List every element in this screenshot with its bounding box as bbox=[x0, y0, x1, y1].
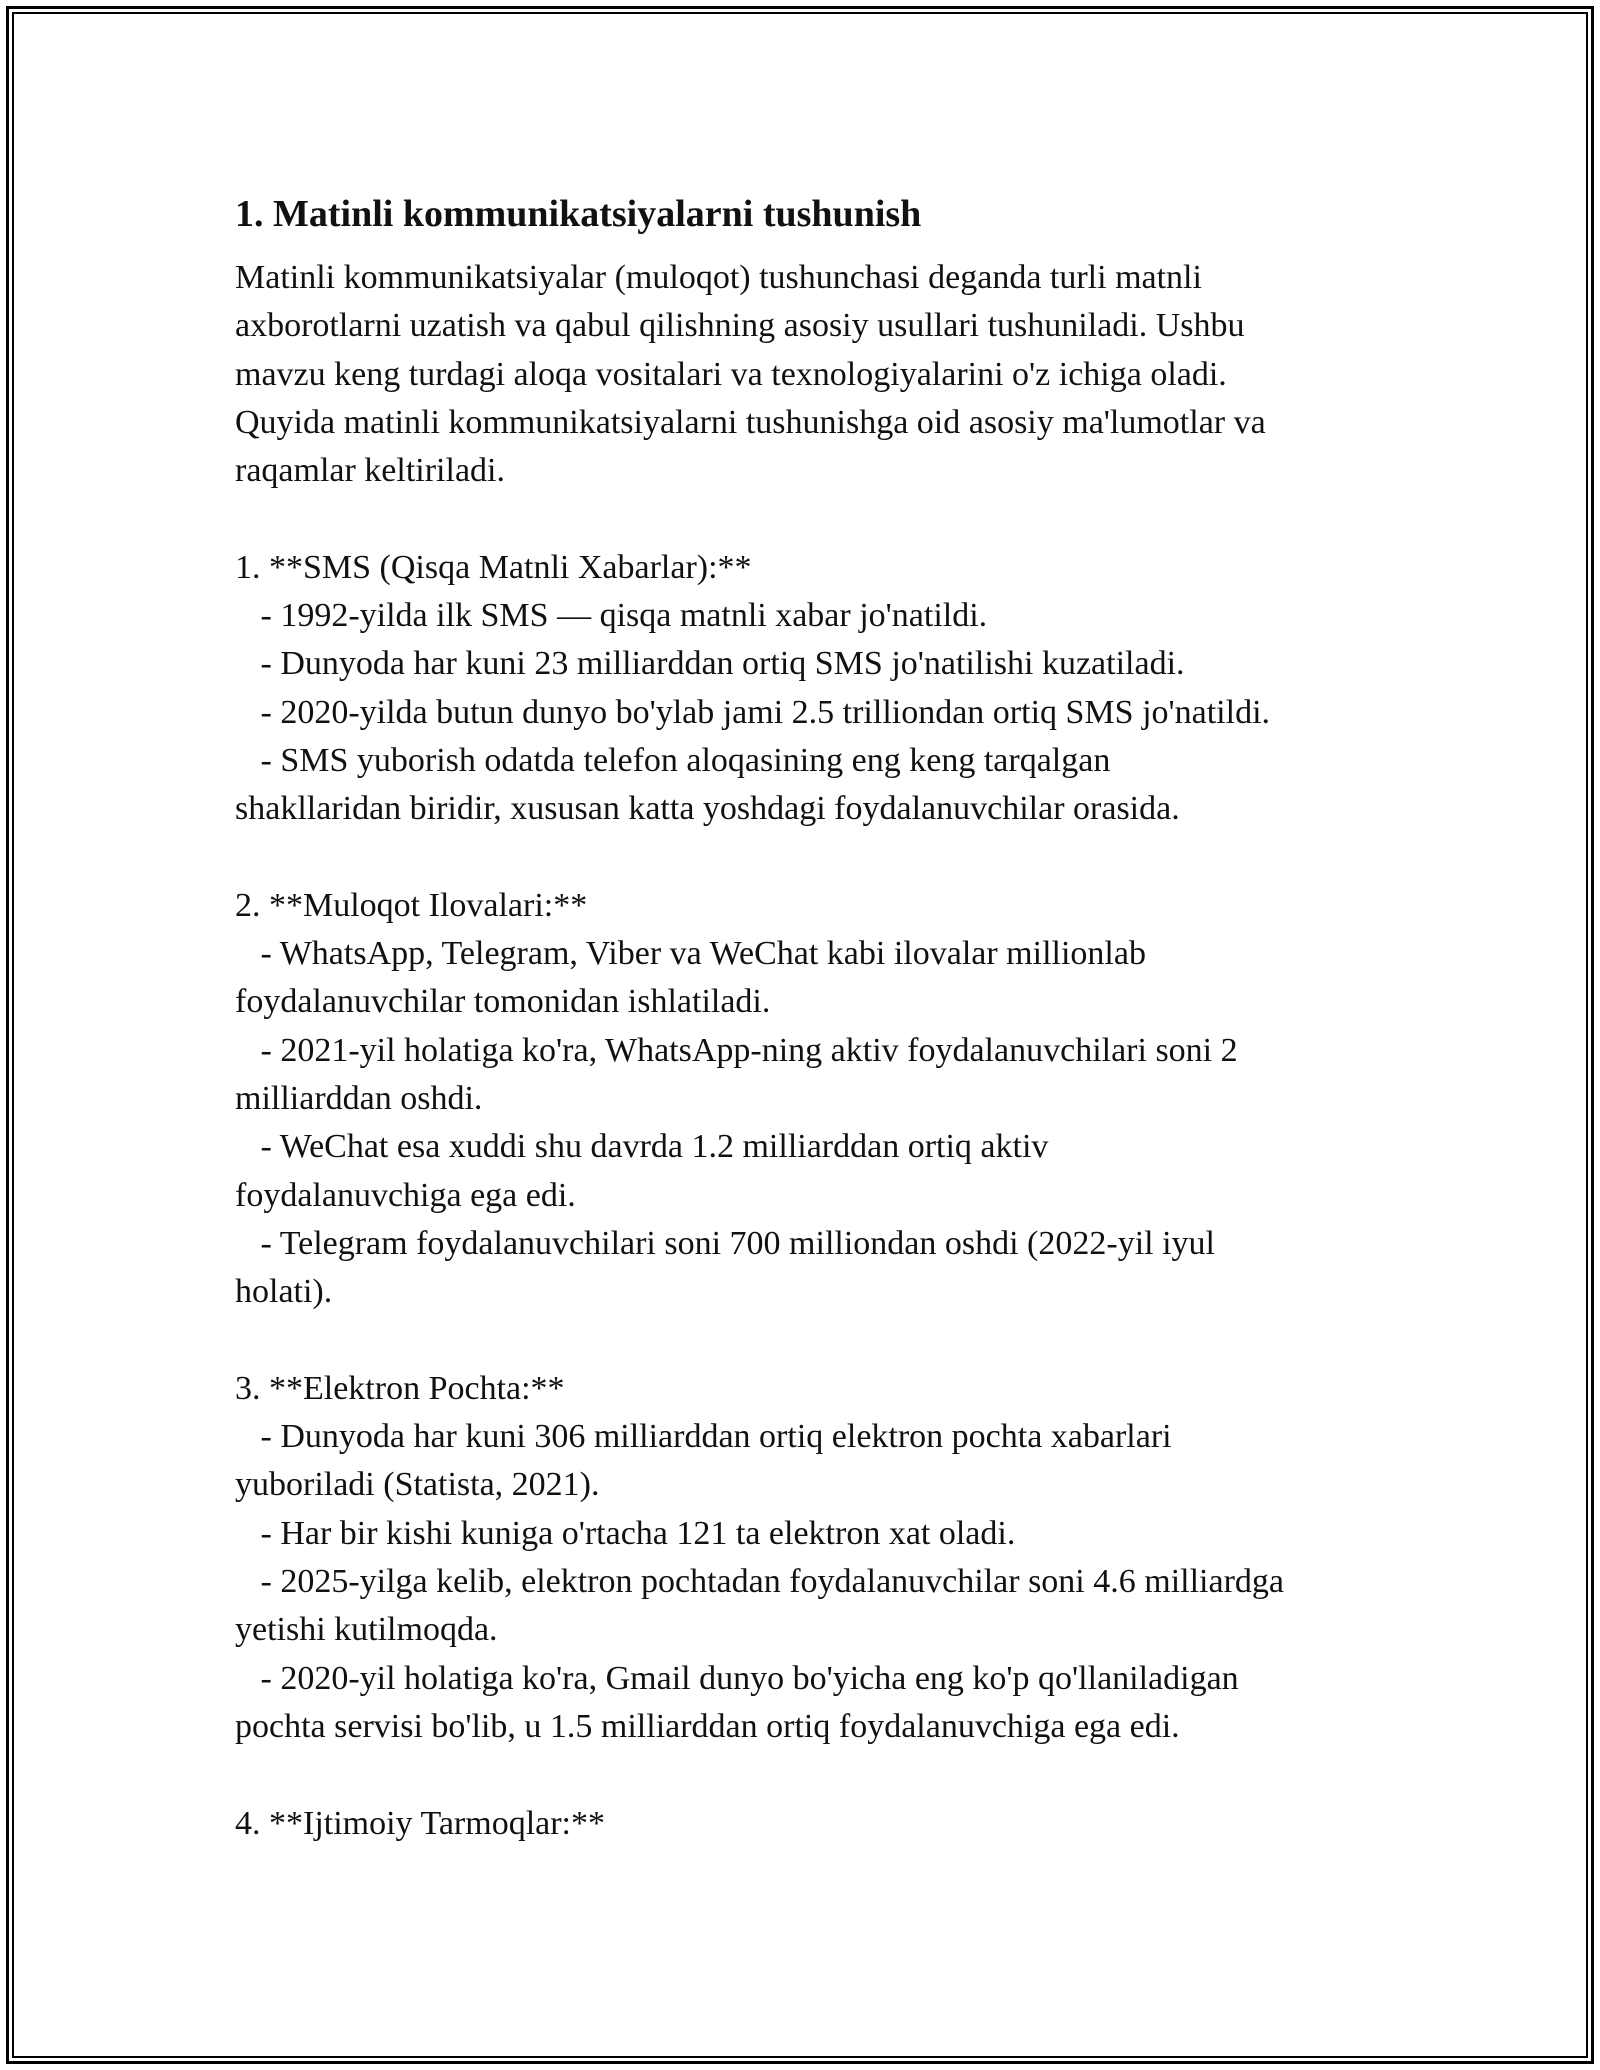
section-heading: 1. Matinli kommunikatsiyalarni tushunish bbox=[235, 193, 922, 235]
intro-line: axborotlarni uzatish va qabul qilishning asosiy usullari tushuniladi. Ushbu bbox=[235, 307, 1245, 345]
list-item: - WeChat esa xuddi shu davrda 1.2 milliarddan ortiq aktiv bbox=[235, 1128, 1049, 1166]
spacer bbox=[235, 1317, 1395, 1365]
list-item: - Har bir kishi kuniga o'rtacha 121 ta elektron xat oladi. bbox=[235, 1514, 1016, 1552]
spacer bbox=[235, 1751, 1395, 1799]
intro-line: Matinli kommunikatsiyalar (muloqot) tushunchasi deganda turli matnli bbox=[235, 259, 1202, 296]
list-item: - 2021-yil holatiga ko'ra, WhatsApp-ning aktiv foydalanuvchilari soni 2 bbox=[235, 1031, 1238, 1069]
intro-line: raqamlar keltiriladi. bbox=[235, 452, 505, 490]
list-item: - Dunyoda har kuni 306 milliarddan ortiq elektron pochta xabarlari bbox=[235, 1418, 1172, 1456]
list-item: - 1992-yilda ilk SMS — qisqa matnli xabar jo'natildi. bbox=[235, 597, 988, 635]
document-body bbox=[235, 188, 1395, 1848]
list-item: - Telegram foydalanuvchilari soni 700 milliondan oshdi (2022-yil iyul bbox=[235, 1224, 1215, 1262]
section-title: 1. **SMS (Qisqa Matnli Xabarlar):** bbox=[235, 548, 752, 586]
list-item: milliarddan oshdi. bbox=[235, 1080, 483, 1118]
list-item: holati). bbox=[235, 1273, 333, 1311]
section-social-networks bbox=[235, 1800, 1395, 1848]
list-item: yuboriladi (Statista, 2021). bbox=[235, 1466, 600, 1504]
intro-line: mavzu keng turdagi aloqa vositalari va texnologiyalarini o'z ichiga oladi. bbox=[235, 355, 1227, 393]
list-item: - 2025-yilga kelib, elektron pochtadan foydalanuvchilar soni 4.6 milliardga bbox=[235, 1563, 1284, 1601]
list-item: - SMS yuborish odatda telefon aloqasining eng keng tarqalgan bbox=[235, 741, 1111, 779]
section-title: 3. **Elektron Pochta:** bbox=[235, 1369, 565, 1407]
section-email bbox=[235, 1365, 1395, 1751]
spacer bbox=[235, 495, 1395, 543]
list-item: shakllaridan biridir, xususan katta yoshdagi foydalanuvchilar orasida. bbox=[235, 790, 1180, 828]
section-title: 2. **Muloqot Ilovalari:** bbox=[235, 886, 588, 924]
list-item: - 2020-yil holatiga ko'ra, Gmail dunyo bo'yicha eng ko'p qo'llaniladigan bbox=[235, 1659, 1239, 1697]
list-item: yetishi kutilmoqda. bbox=[235, 1611, 498, 1649]
intro-line: Quyida matinli kommunikatsiyalarni tushunishga oid asosiy ma'lumotlar va bbox=[235, 403, 1266, 441]
list-item: foydalanuvchilar tomonidan ishlatiladi. bbox=[235, 983, 771, 1021]
section-sms bbox=[235, 544, 1395, 834]
list-item: - Dunyoda har kuni 23 milliarddan ortiq SMS jo'natilishi kuzatiladi. bbox=[235, 645, 1185, 683]
list-item: - 2020-yilda butun dunyo bo'ylab jami 2.5 trilliondan ortiq SMS jo'natildi. bbox=[235, 693, 1271, 731]
list-item: foydalanuvchiga ega edi. bbox=[235, 1176, 576, 1214]
list-item: - WhatsApp, Telegram, Viber va WeChat kabi ilovalar millionlab bbox=[235, 935, 1146, 973]
list-item: pochta servisi bo'lib, u 1.5 milliarddan ortiq foydalanuvchiga ega edi. bbox=[235, 1707, 1180, 1745]
intro-paragraph bbox=[235, 254, 1395, 495]
section-title: 4. **Ijtimoiy Tarmoqlar:** bbox=[235, 1804, 605, 1842]
spacer bbox=[235, 834, 1395, 882]
section-messaging-apps bbox=[235, 882, 1395, 1317]
